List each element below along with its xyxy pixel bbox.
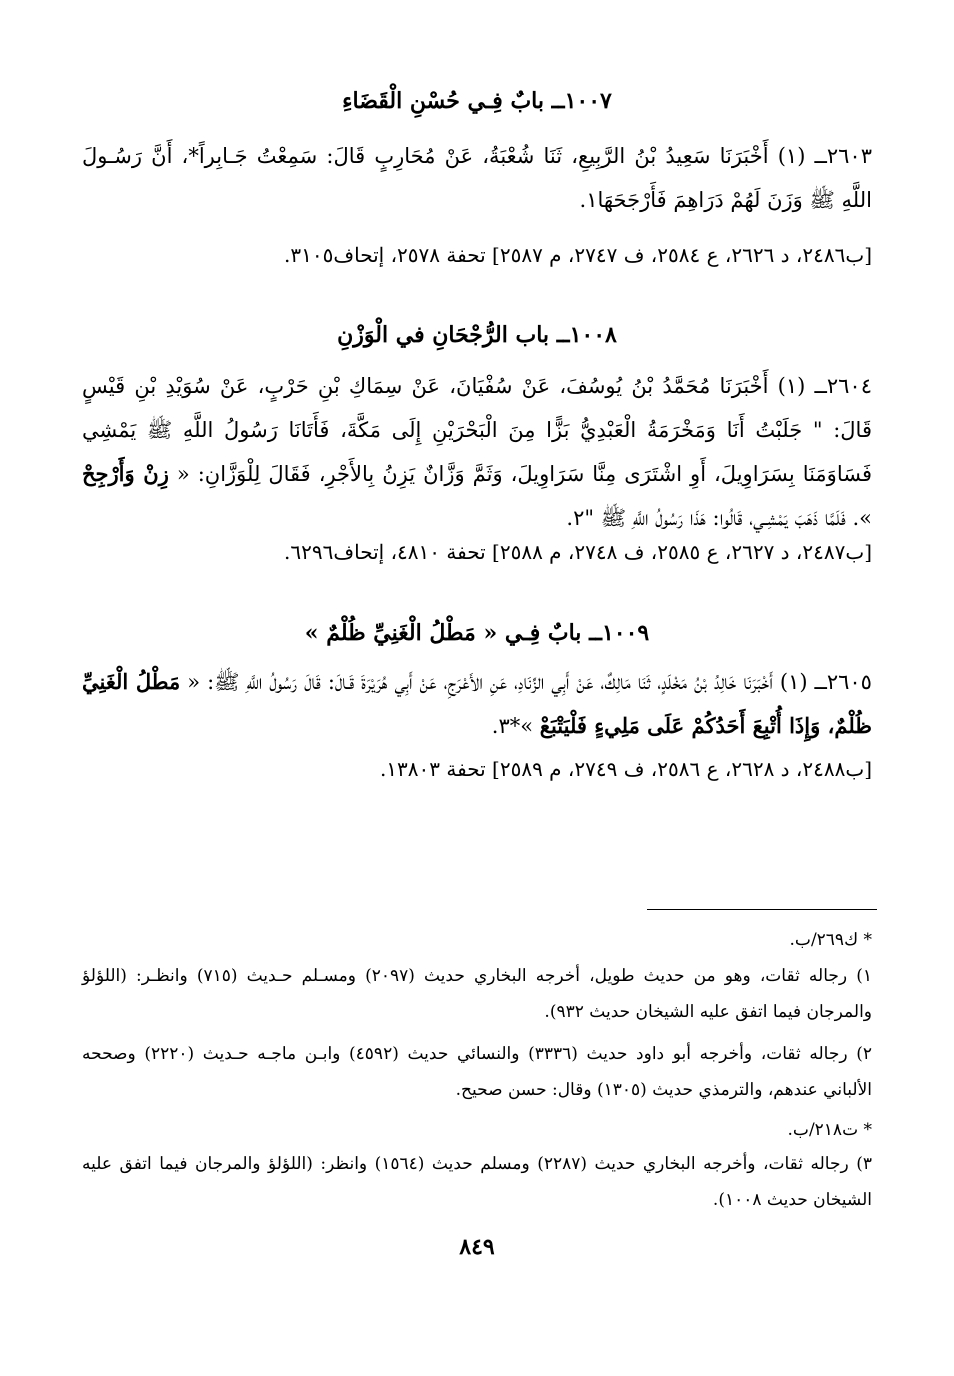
hadith-2604-text-end: ». فَلَمَّا ذَهَبَ يَمْشِـي، قَالُوا: هَذَا رَسُولُ اللَّهِ ﷺ "٢. xyxy=(566,506,872,530)
hadith-2604 xyxy=(82,364,872,540)
hadith-2603-references: [ب٢٤٨٦، د ٢٦٢٦، ع ٢٥٨٤، ف ٢٧٤٧، م ٢٥٨٧] تحفة ٢٥٧٨، إتحاف٣١٠٥. xyxy=(284,243,872,267)
hadith-2605-references: [ب٢٤٨٨، د ٢٦٢٨، ع ٢٥٨٦، ف ٢٧٤٩، م ٢٥٨٩] تحفة ١٣٨٠٣. xyxy=(379,757,872,781)
footnote-2: ٢) رجاله ثقات، وأخرجه أبو داود حديث (٣٣٣٦) والنسائي حديث (٤٥٩٢) وابـن ماجـه حـديث (٢٢٢٠) وصححه الألباني عندهم، والترمذي حديث (١٣٠٥) وقال: حسن صحيح. xyxy=(82,1044,872,1100)
hadith-2604-references: [ب٢٤٨٧، د ٢٦٢٧، ع ٢٥٨٥، ف ٢٧٤٨، م ٢٥٨٨] تحفة ٤٨١٠، إتحاف٦٢٩٦. xyxy=(284,540,872,564)
hadith-2605-text: ٢٦٠٥ــ (١) أَخْبَرَنَا خَالِدُ بْنُ مَخْلَدٍ، ثَنَا مَالِكٌ، عَنْ أَبِي الزِّنَادِ، عَنِ الأَعْرَجِ، عَنْ أَبِي هُرَيْرَةَ قَـالَ: قَالَ رَسُولُ اللَّهِ ﷺ: « xyxy=(187,670,872,694)
hadith-2605-text-end: »*٣. xyxy=(491,714,534,738)
chapter-title-1009: ١٠٠٩ــ بابٌ فِـي « مَطْلُ الْغَنِيِّ ظُلْمٌ » xyxy=(304,620,650,646)
chapter-title-1008: ١٠٠٨ــ باب الرُّجْحَانِ في الْوَزْنِ xyxy=(337,322,617,348)
page-number: ٨٤٩ xyxy=(459,1234,495,1260)
footnote-1: ١) رجاله ثقات، وهو من حديث طويل، أخرجه البخاري حديث (٢٠٩٧) ومسـلم حـديث (٧١٥) وانظـر: (اللؤلؤ والمرجان فيما اتفق عليه الشيخان حديث ٩٣٢). xyxy=(82,966,873,1022)
hadith-2604-text: ٢٦٠٤ــ (١) أَخْبَرَنَا مُحَمَّدُ بْنُ يُوسُفَ، عَنْ سُفْيَانَ، عَنْ سِمَاكِ بْنِ حَرْبٍ، عَنْ سُوَيْدِ بْنِ قَيْسٍ قَالَ: " جَلَبْتُ أَنَا وَمَخْرَمَةُ الْعَبْدِيُّ بَزًّا مِنَ الْبَحْرَيْنِ إِلَى مَكَّةَ، فَأَتَانَا رَسُولُ اللَّهِ ﷺ يَمْشِي فَسَاوَمَنَا بِسَرَاوِيلَ، أَوِ اشْتَرَى مِنَّا سَرَاوِيلَ، وَثَمَّ وَزَّانٌ يَزِنُ بِالأَجْرِ، فَقَالَ لِلْوَزَّانِ: « xyxy=(82,374,872,486)
footnote-manuscript-marker-2: * ت٢١٨/ب. xyxy=(787,1120,872,1140)
hadith-2605-prophetic-words: مَطْلُ الْغَنِيِّ ظُلْمٌ، وَإِذَا أُتْبِعَ أَحَدُكُمْ عَلَى مَلِيءٍ فَلْيَتْبَعْ xyxy=(82,669,872,738)
hadith-2603-text: ٢٦٠٣ــ (١) أَخْبَرَنَا سَعِيدُ بْنُ الرَّبِيعِ، ثَنَا شُعْبَةُ، عَنْ مُحَارِبٍ قَالَ: سَمِعْتُ جَـابِراً*، أَنَّ رَسُـولَ اللَّهِ ﷺ وَزَنَ لَهُمْ دَرَاهِمَ فَأَرْجَحَهَا١. xyxy=(82,144,872,212)
footnote-manuscript-marker-1: * ك٢٦٩/ب. xyxy=(789,930,872,950)
footnote-separator xyxy=(647,909,877,910)
hadith-2605 xyxy=(82,660,872,748)
hadith-2604-prophetic-words: زِنْ وَأَرْجِحْ xyxy=(82,461,169,486)
chapter-title-1007: ١٠٠٧ــ بابٌ فِـي حُسْنِ الْقَضَاءِ xyxy=(342,88,612,114)
hadith-2603 xyxy=(82,134,872,222)
footnote-3: ٣) رجاله ثقات، وأخرجه البخاري حديث (٢٢٨٧) ومسلم حديث (١٥٦٤) وانظر: (اللؤلؤ والمرجان فيما اتفق عليه الشيخان حديث ١٠٠٨). xyxy=(82,1154,872,1210)
